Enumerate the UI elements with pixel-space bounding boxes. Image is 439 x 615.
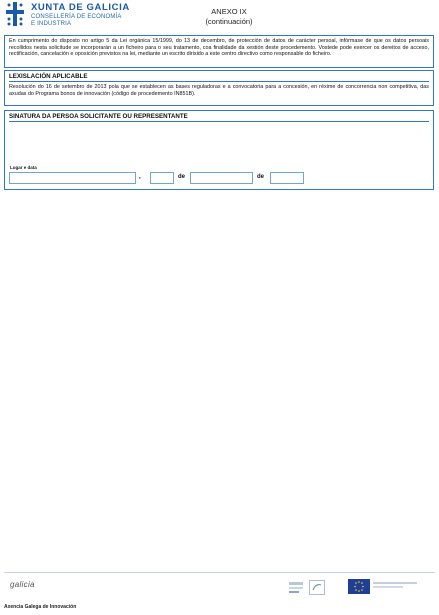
logo-subtitle-line-1: CONSELLERÍA DE ECONOMÍA: [31, 14, 122, 20]
legislation-text: Resolución do 16 de setembro de 2013 pola que se establecen as bases reguladoras e a convocatoria para a concesión, en réxime de concorrencia non competitiva, das axudas do Programa bonos de innovación (código de procedemento IN851B).: [9, 84, 429, 97]
legislation-title: LEXISLACIÓN APLICABLE: [9, 73, 88, 80]
de-separator-1: de: [178, 174, 186, 180]
logo-title: XUNTA DE GALICIA: [31, 2, 130, 13]
logo-subtitle-line-2: E INDUSTRIA: [31, 21, 72, 27]
legislation-divider: [9, 81, 429, 82]
innovation-agency-logo-icon: [287, 580, 305, 596]
annex-continuation: (continuación): [205, 17, 253, 26]
eu-fund-text-graphic-icon: [373, 581, 433, 591]
privacy-notice-text: En cumprimento do disposto no artigo 5 da Lei orgánica 15/1999, do 13 de decembro, de protección de datos de carácter persoal, infórmase de que os datos persoais recollidos nesta solicitude se incorporarán a un ficheiro para o seu tratamento, coa finalidade da xestión deste procedemento. Vostede pode exercer os dereitos de acceso, rectificación, cancelación e oposición previstos na lei, mediante un escrito dirixido a este centro directivo como responsable do ficheiro.: [9, 38, 429, 58]
document-header: [4, 2, 435, 32]
partner-logo-icon: [309, 580, 325, 595]
xunta-cross-logo-icon: [6, 2, 24, 26]
comma-separator: ,: [139, 174, 141, 180]
footer-divider: [4, 572, 435, 573]
place-date-label: Lugar e data: [10, 165, 37, 170]
annex-name: ANEXO IX: [211, 7, 247, 16]
day-input[interactable]: [150, 172, 174, 184]
privacy-notice-box: [4, 35, 434, 68]
signature-divider: [9, 121, 429, 122]
eu-flag-icon: [348, 579, 370, 594]
logo-subtitle: [31, 14, 122, 28]
galicia-logo: galicia: [10, 580, 35, 589]
signature-box: [4, 110, 434, 190]
organization-name: Axencia Galega de Innovación: [4, 604, 77, 610]
annex-title: [184, 7, 274, 27]
place-input[interactable]: [9, 172, 136, 184]
month-input[interactable]: [190, 172, 253, 184]
de-separator-2: de: [257, 174, 265, 180]
signature-title: SINATURA DA PERSOA SOLICITANTE OU REPRESENTANTE: [9, 113, 188, 120]
legislation-box: [4, 70, 434, 106]
year-input[interactable]: [270, 172, 304, 184]
